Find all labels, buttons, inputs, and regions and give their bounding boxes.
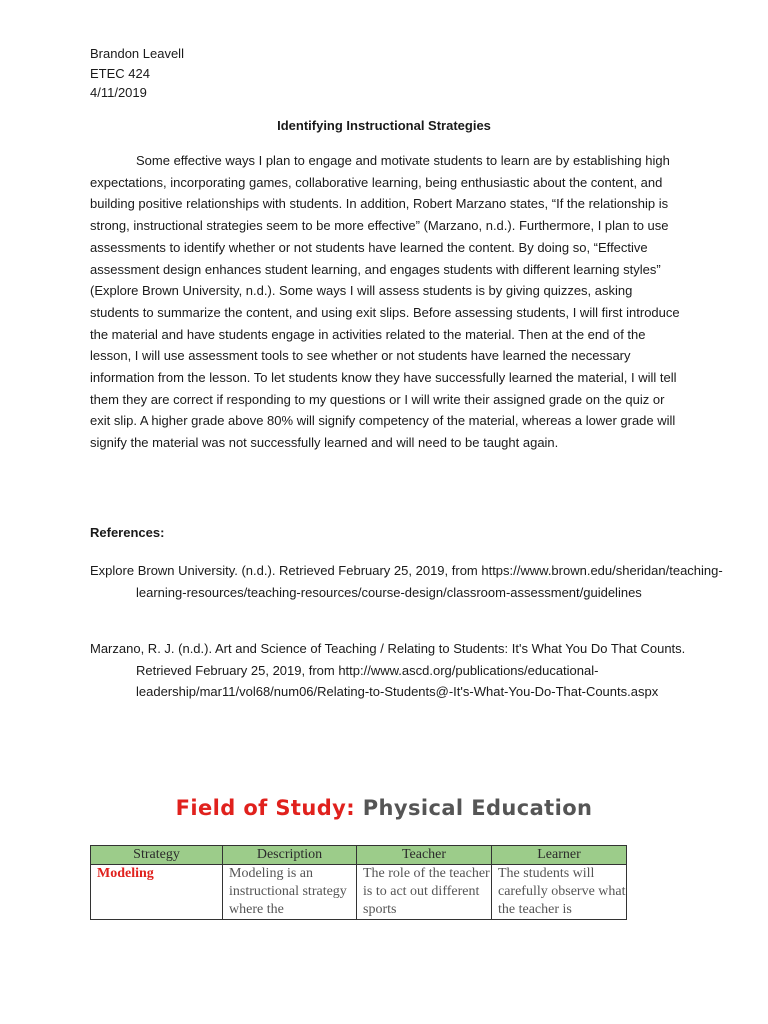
field-of-study-heading <box>0 796 768 820</box>
course-code: ETEC 424 <box>90 65 150 81</box>
table-row <box>91 865 627 920</box>
column-header-description: Description <box>223 846 357 865</box>
reference-item: Marzano, R. J. (n.d.). Art and Science of Teaching / Relating to Students: It's What You Do That Counts. Retrieved February 25, 2019, from http://www.ascd.org/publications/educational-leadership/mar11/vol68/num06/Relating-to-Students@-It's-What-You-Do-That-Counts.aspx <box>90 641 686 699</box>
cell-description: Modeling is an instructional strategy where the <box>223 865 357 920</box>
column-header-strategy: Strategy <box>91 846 223 865</box>
reference-item: Explore Brown University. (n.d.). Retrieved February 25, 2019, from https://www.brown.edu/sheridan/teaching-learning-resources/teaching-resources/course-design/classroom-assessment/guidelines <box>90 563 723 600</box>
table-header-row <box>91 846 627 865</box>
references-heading: References: <box>90 525 165 540</box>
document-title: Identifying Instructional Strategies <box>277 118 491 133</box>
column-header-learner: Learner <box>492 846 627 865</box>
cell-learner: The students will carefully observe what the teacher is <box>492 865 627 920</box>
document-date: 4/11/2019 <box>90 85 147 100</box>
cell-teacher: The role of the teacher is to act out different sports <box>357 865 492 920</box>
document-header <box>90 44 184 103</box>
strategy-table <box>90 845 627 920</box>
author-name: Brandon Leavell <box>90 46 184 61</box>
cell-strategy: Modeling <box>91 865 223 920</box>
column-header-teacher: Teacher <box>357 846 492 865</box>
field-of-study-value: Physical Education <box>362 796 593 820</box>
body-paragraph: Some effective ways I plan to engage and motivate students to learn are by establishing high expectations, incorporating games, collaborative learning, being enthusiastic about the content, and building positive relationships with students. In addition, Robert Marzano states, “If the relationship is strong, instructional strategies seem to be more effective” (Marzano, n.d.). Furthermore, I plan to use assessments to identify whether or not students have learned the content. By doing so, “Effective assessment design enhances student learning, and engages students with different learning styles” (Explore Brown University, n.d.). Some ways I will assess students is by giving quizzes, asking students to summarize the content, and using exit slips. Before assessing students, I will first introduce the material and have students engage in activities related to the material. Then at the end of the lesson, I will use assessment tools to see whether or not students have learned the necessary information from the lesson. To let students know they have successfully learned the material, I will tell them they are correct if responding to my questions or I will write their assigned grade on the quiz or exit slip. A higher grade above 80% will signify competency of the material, whereas a lower grade will signify the material was not successfully learned and will need to be taught again. <box>90 153 680 451</box>
field-of-study-label: Field of Study: <box>175 796 356 820</box>
